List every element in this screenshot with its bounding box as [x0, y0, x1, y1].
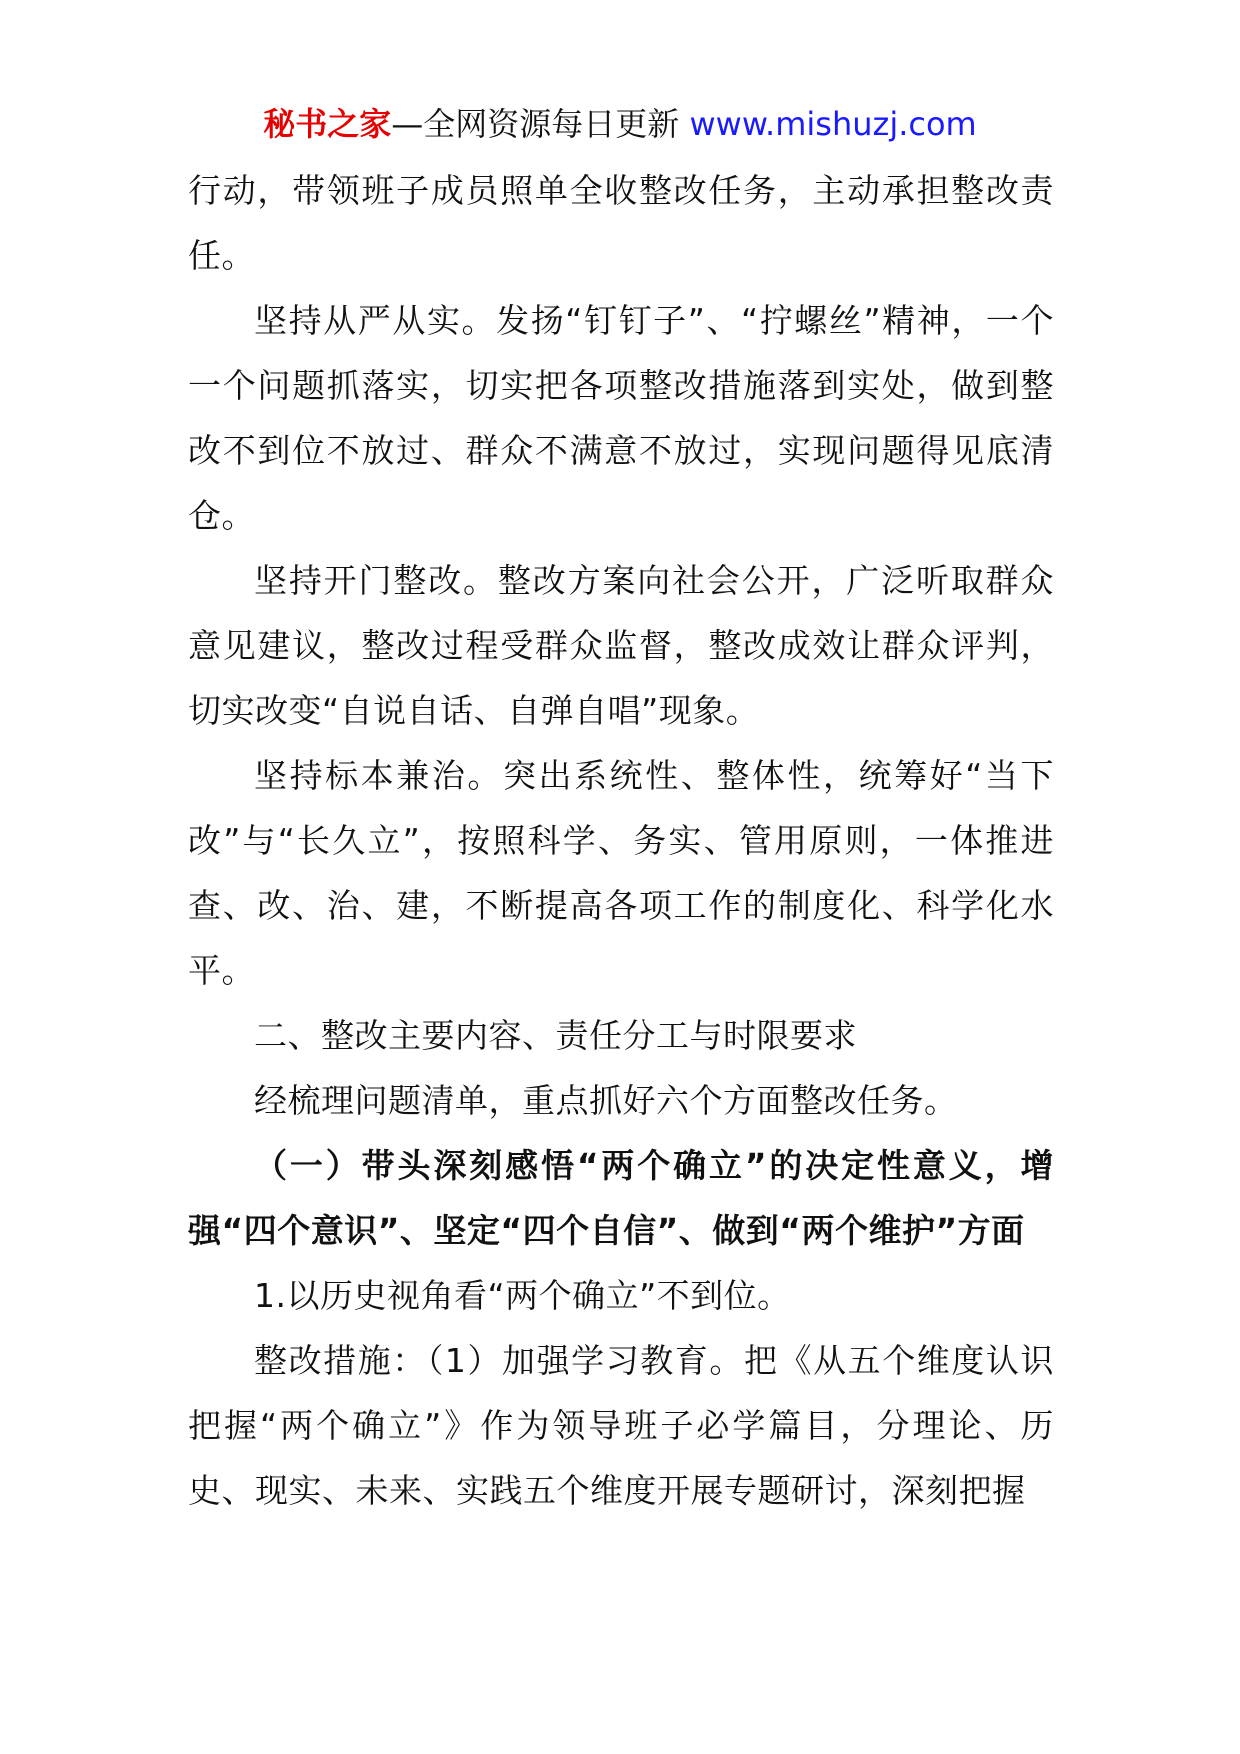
- paragraph-task-intro: 经梳理问题清单，重点抓好六个方面整改任务。: [254, 1081, 958, 1120]
- paragraph-root-causes: 坚持标本兼治。突出系统性、整体性，统筹好“当下改”与“长久立”，按照科学、务实、管用原则，一体推进查、改、治、建，不断提高各项工作的制度化、科学化水平。: [188, 756, 1054, 990]
- subsection-heading-1: （一）带头深刻感悟“两个确立”的决定性意义，增强“四个意识”、坚定“四个自信”、做到“两个维护”方面: [188, 1146, 1054, 1250]
- paragraph-strict: 坚持从严从实。发扬“钉钉子”、“拧螺丝”精神，一个一个问题抓落实，切实把各项整改措施落到实处，做到整改不到位不放过、群众不满意不放过，实现问题得见底清仓。: [188, 301, 1054, 535]
- site-header: [0, 100, 1240, 148]
- site-url-link[interactable]: www.mishuzj.com: [689, 105, 977, 143]
- paragraph-continuation: 行动，带领班子成员照单全收整改任务，主动承担整改责任。: [188, 171, 1054, 275]
- document-body: [188, 158, 1054, 1523]
- paragraph-measures: 整改措施：（1）加强学习教育。把《从五个维度认识把握“两个确立”》作为领导班子必学篇目，分理论、历史、现实、未来、实践五个维度开展专题研讨，深刻把握: [188, 1341, 1054, 1510]
- issue-item-1: 1.以历史视角看“两个确立”不到位。: [254, 1276, 791, 1315]
- paragraph-open-rectification: 坚持开门整改。整改方案向社会公开，广泛听取群众意见建议，整改过程受群众监督，整改成效让群众评判，切实改变“自说自话、自弹自唱”现象。: [188, 561, 1054, 730]
- site-tagline: —全网资源每日更新: [391, 105, 690, 143]
- site-brand: 秘书之家: [263, 105, 392, 143]
- section-heading-2: 二、整改主要内容、责任分工与时限要求: [254, 1016, 857, 1055]
